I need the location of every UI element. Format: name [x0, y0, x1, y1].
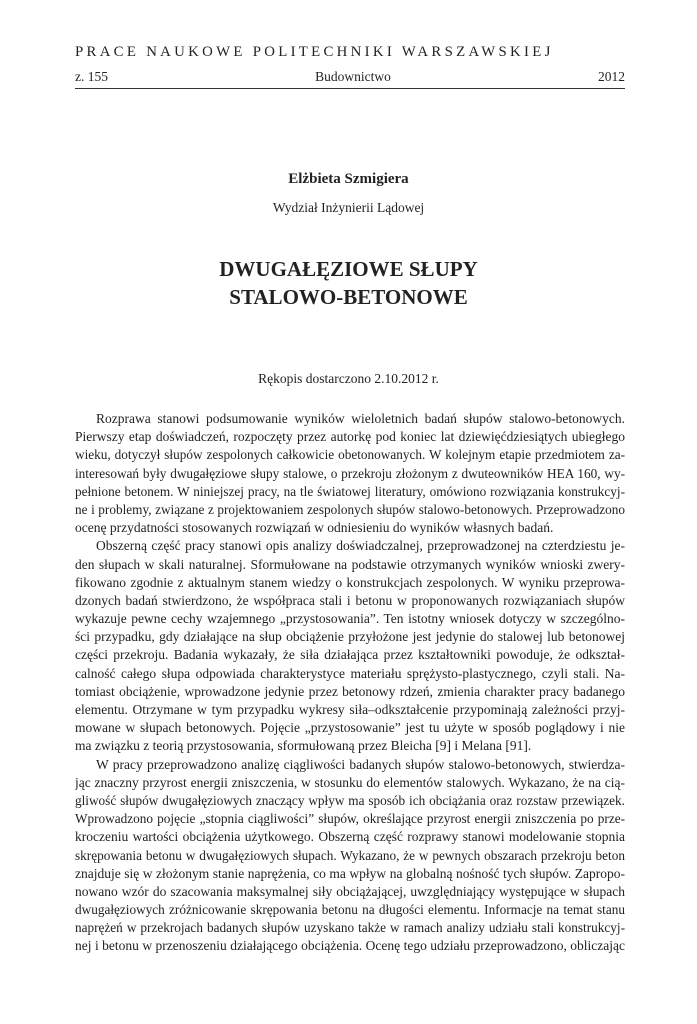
issue-number: z. 155: [75, 69, 108, 84]
abstract-body: [75, 410, 625, 956]
author-affiliation: Wydział Inżynierii Lądowej: [272, 200, 425, 215]
issue-info: [75, 69, 625, 85]
issue-year: 2012: [598, 69, 625, 84]
text-line: calność całego słupa odpowiada charakterystyce materiału sprężysto-plastycznego, czyli stali. Na-: [75, 665, 625, 681]
text-line: jąc znaczny przyrost energii zniszczenia, w stosunku do elementów stalowych. Wykazano, że na cią-: [75, 774, 625, 790]
text-line: ści przypadku, gdy działające na słup obciążenie przyłożone jest jedynie do stalowej lub betonowej: [75, 629, 625, 645]
author-name: Elżbieta Szmigiera: [288, 171, 409, 187]
title-line: STALOWO-BETONOWE: [229, 285, 468, 309]
text-line: ocenę przydatności stosowanych rozwiązań w odniesieniu do wyników własnych badań.: [75, 520, 554, 536]
text-line: pełnione betonem. W niniejszej pracy, na tle światowej literatury, omówiono rozwiązania konstrukcyj-: [75, 483, 625, 499]
text-line: dzonych badań stwierdzono, że współpraca stali i betonu w proponowanych rozwiązaniach słupów: [75, 592, 625, 608]
article-title: [0, 255, 697, 311]
text-line: znajduje się w złożonym stanie naprężenia, co ma wpływ na globalną nośność tych słupów. Zapropo-: [75, 865, 625, 881]
text-line: elementu. Otrzymane w tym przypadku wykresy siła–odkształcenie przypominają zależności przyj-: [75, 702, 625, 717]
text-line: nej i betonu w przenoszeniu działającego obciążenia. Ocenę tego udziału przeprowadzono, obliczając: [75, 938, 625, 954]
text-line: interesowań były dwugałęziowe słupy stalowe, o przekroju złożonym z dwuteowników HEA 160, wy-: [75, 465, 625, 481]
text-line: Rozprawa stanowi podsumowanie wyników wieloletnich badań słupów stalowo-betonowych.: [96, 411, 625, 426]
title-line: DWUGAŁĘZIOWE SŁUPY: [219, 257, 478, 281]
text-line: kroczeniu wartości obciążenia użytkowego. Obszerną część rozprawy stanowi modelowanie stopnia: [75, 829, 625, 845]
text-line: den słupach w skali naturalnej. Sformułowane na podstawie otrzymanych wyników wnioski zwery-: [75, 556, 625, 572]
text-line: wieku, dotyczył słupów zespolonych całkowicie obetonowanych. W kolejnym etapie przedmiotem za-: [75, 447, 625, 463]
text-line: Obszerną część pracy stanowi opis analizy doświadczalnej, przeprowadzonej na czterdziestu je-: [96, 538, 625, 554]
journal-title: PRACE NAUKOWE POLITECHNIKI WARSZAWSKIEJ: [75, 44, 554, 60]
text-line: gliwość słupów dwugałęziowych znaczący wpływ ma sposób ich obciążania oraz rozstaw przewiązek.: [75, 792, 625, 808]
header-rule: [75, 88, 625, 89]
text-line: fikowano zgodnie z aktualnym stanem wiedzy o konstrukcjach zespolonych. W wyniku przeprowa-: [75, 574, 625, 590]
text-line: nowano wzór do szacowania maksymalnej siły obciążającej, uwzględniający występujące w słupach: [75, 883, 625, 899]
text-line: mowane w słupach betonowych. Pojęcie „przystosowanie” jest tu użyte w sposób poglądowy i nie: [75, 720, 625, 736]
text-line: Wprowadzono pojęcie „stopnia ciągliwości” słupów, określające przyrost energii zniszczenia po prze-: [75, 811, 625, 827]
text-line: tomiast obciążenie, wprowadzone jedynie przez betonowy rdzeń, zmienia charakter pracy badanego: [75, 683, 625, 699]
series-name: Budownictwo: [315, 69, 391, 84]
text-line: ne i problemy, związane z projektowaniem zespolonych słupów stalowo-betonowych. Przeprowadzono: [75, 501, 625, 517]
text-line: naprężeń w przekrojach badanych słupów uzyskano także w ramach analizy udziału stali konstrukcyj-: [75, 920, 625, 936]
received-date: Rękopis dostarczono 2.10.2012 r.: [258, 371, 439, 386]
text-line: części przekroju. Badania wykazały, że siła działająca przez kształtowniki powoduje, że odkształ-: [75, 647, 625, 663]
text-line: wykazuje pewne cechy wzajemnego „przystosowania”. Ten istotny wniosek dotyczy w szczególno-: [75, 611, 625, 627]
text-line: Pierwszy etap doświadczeń, rozpoczęty przez autorkę pod koniec lat dziewięćdziesiątych ubiegłego: [75, 429, 625, 445]
text-line: skrępowania betonu w dwugałęziowych słupach. Wykazano, że w pewnych obszarach przekroju beton: [75, 847, 625, 863]
text-line: ma związku z teorią przystosowania, sformułowaną przez Bleicha [9] i Melana [91].: [75, 738, 532, 754]
text-line: W pracy przeprowadzono analizę ciągliwości badanych słupów stalowo-betonowych, stwierdza-: [96, 756, 625, 772]
text-line: dwugałęziowych zróżnicowanie skrępowania betonu na długości elementu. Informacje na temat stanu: [75, 902, 625, 918]
